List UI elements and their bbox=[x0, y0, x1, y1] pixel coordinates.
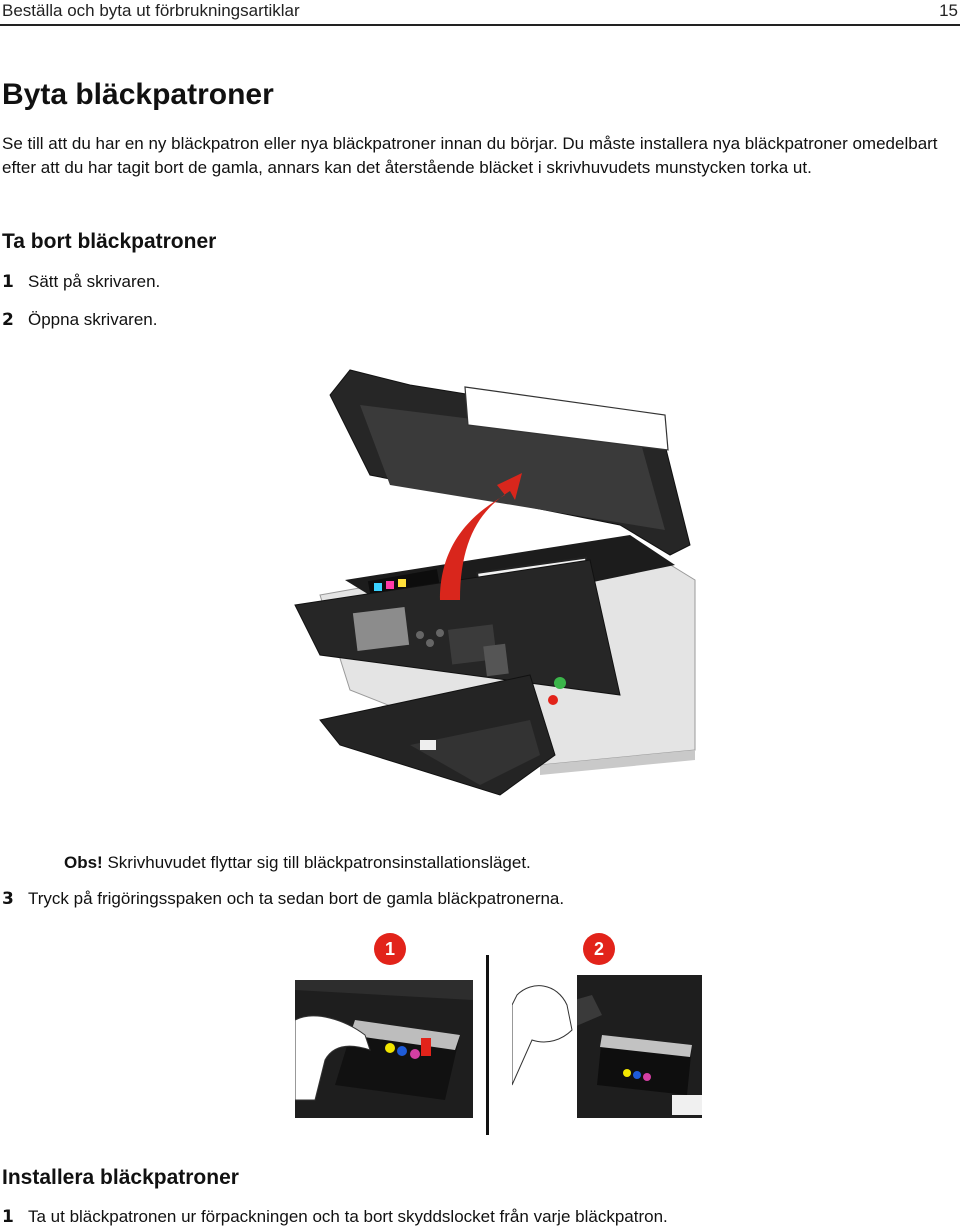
step-install-1 bbox=[2, 1207, 668, 1227]
intro-paragraph: Se till att du har en ny bläckpatron eller nya bläckpatroner innan du börjar. Du måste installera nya bläckpatroner omedelbart efter att du har tagit bort de gamla, annars kan det återstående bläcket i skrivhuvudets munstycken torka ut. bbox=[2, 134, 938, 177]
step-remove-3 bbox=[2, 889, 564, 909]
heading-install-cartridges: Installera bläckpatroner bbox=[2, 1166, 239, 1189]
step-number: 3 bbox=[2, 889, 14, 909]
callout-1-icon bbox=[373, 932, 407, 966]
page-number: 15 bbox=[939, 1, 958, 20]
note bbox=[64, 853, 531, 873]
press-release-lever-illustration bbox=[295, 980, 473, 1118]
step-number: 1 bbox=[2, 272, 14, 292]
open-printer-illustration bbox=[290, 365, 705, 833]
page-title: Byta bläckpatroner bbox=[2, 78, 274, 111]
step-text: Öppna skrivaren. bbox=[28, 310, 158, 329]
step-remove-2 bbox=[2, 310, 157, 330]
step-remove-1 bbox=[2, 272, 160, 292]
note-label: Obs! bbox=[64, 853, 103, 872]
step-text: Tryck på frigöringsspaken och ta sedan bort de gamla bläckpatronerna. bbox=[28, 889, 565, 908]
page-header bbox=[0, 0, 960, 26]
callout-number: 1 bbox=[384, 939, 396, 959]
note-text: Skrivhuvudet flyttar sig till bläckpatronsinstallationsläget. bbox=[107, 853, 531, 872]
step-text: Ta ut bläckpatronen ur förpackningen och ta bort skyddslocket från varje bläckpatron. bbox=[28, 1207, 668, 1226]
callout-2-icon bbox=[582, 932, 616, 966]
step-number: 2 bbox=[2, 310, 14, 330]
figure-divider bbox=[486, 955, 489, 1135]
heading-remove-cartridges: Ta bort bläckpatroner bbox=[2, 230, 217, 253]
callout-number: 2 bbox=[593, 939, 605, 959]
step-number: 1 bbox=[2, 1207, 14, 1227]
remove-cartridge-illustration bbox=[512, 975, 702, 1118]
section-title: Beställa och byta ut förbrukningsartiklar bbox=[2, 1, 300, 20]
step-text: Sätt på skrivaren. bbox=[28, 272, 161, 291]
